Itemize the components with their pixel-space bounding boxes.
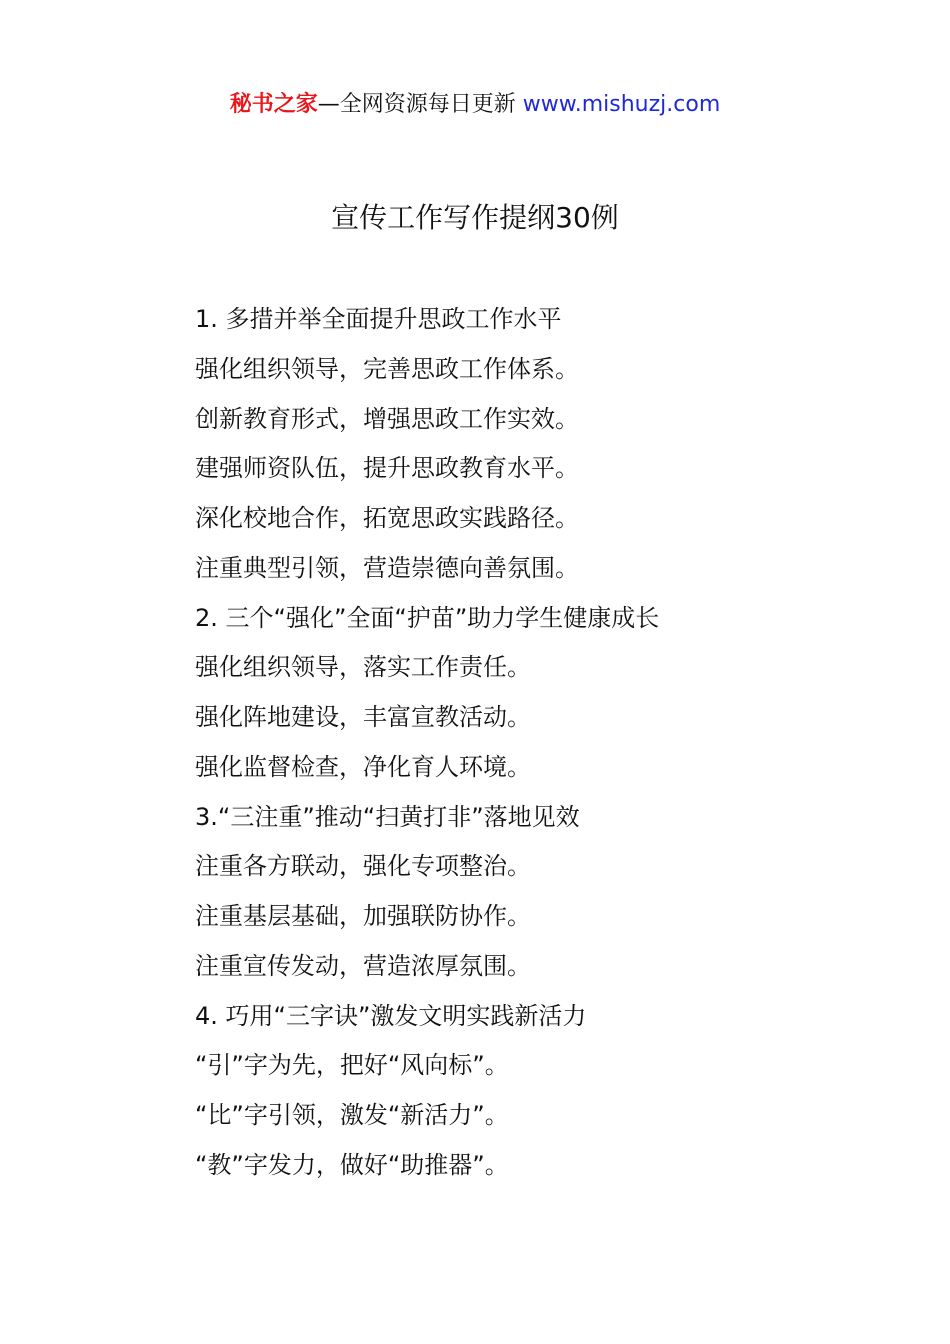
page-header [0, 88, 950, 122]
body-line: 注重典型引领，营造崇德向善氛围。 [195, 553, 579, 582]
body-line: 注重宣传发动，营造浓厚氛围。 [195, 951, 531, 980]
body-line: 深化校地合作，拓宽思政实践路径。 [195, 504, 579, 532]
body-line: “比”字引领，激发“新活力”。 [195, 1101, 509, 1129]
body-line: 强化阵地建设，丰富宣教活动。 [195, 703, 531, 731]
document-body [195, 295, 915, 1191]
body-line: 强化监督检查，净化育人环境。 [195, 752, 531, 781]
body-line: “教”字发力，做好“助推器”。 [195, 1150, 509, 1179]
site-url[interactable]: www.mishuzj.com [522, 92, 721, 117]
heading-2: 2. 三个“强化”全面“护苗”助力学生健康成长 [195, 603, 660, 632]
brand-name: 秘书之家 [229, 92, 318, 117]
body-line: 注重各方联动，强化专项整治。 [195, 852, 531, 881]
heading-3: 3.“三注重”推动“扫黄打非”落地见效 [195, 802, 580, 831]
body-line: 注重基层基础，加强联防协作。 [195, 902, 531, 930]
header-tagline: —全网资源每日更新 [317, 92, 523, 117]
body-line: 强化组织领导，完善思政工作体系。 [195, 354, 579, 383]
body-line: 建强师资队伍，提升思政教育水平。 [195, 454, 579, 483]
document-title: 宣传工作写作提纲30例 [331, 201, 619, 234]
body-line: 强化组织领导，落实工作责任。 [195, 653, 531, 682]
body-line: “引”字为先，把好“风向标”。 [195, 1051, 509, 1080]
heading-4: 4. 巧用“三字诀”激发文明实践新活力 [195, 1001, 587, 1030]
heading-1: 1. 多措并举全面提升思政工作水平 [195, 305, 562, 333]
body-line: 创新教育形式，增强思政工作实效。 [195, 404, 579, 433]
